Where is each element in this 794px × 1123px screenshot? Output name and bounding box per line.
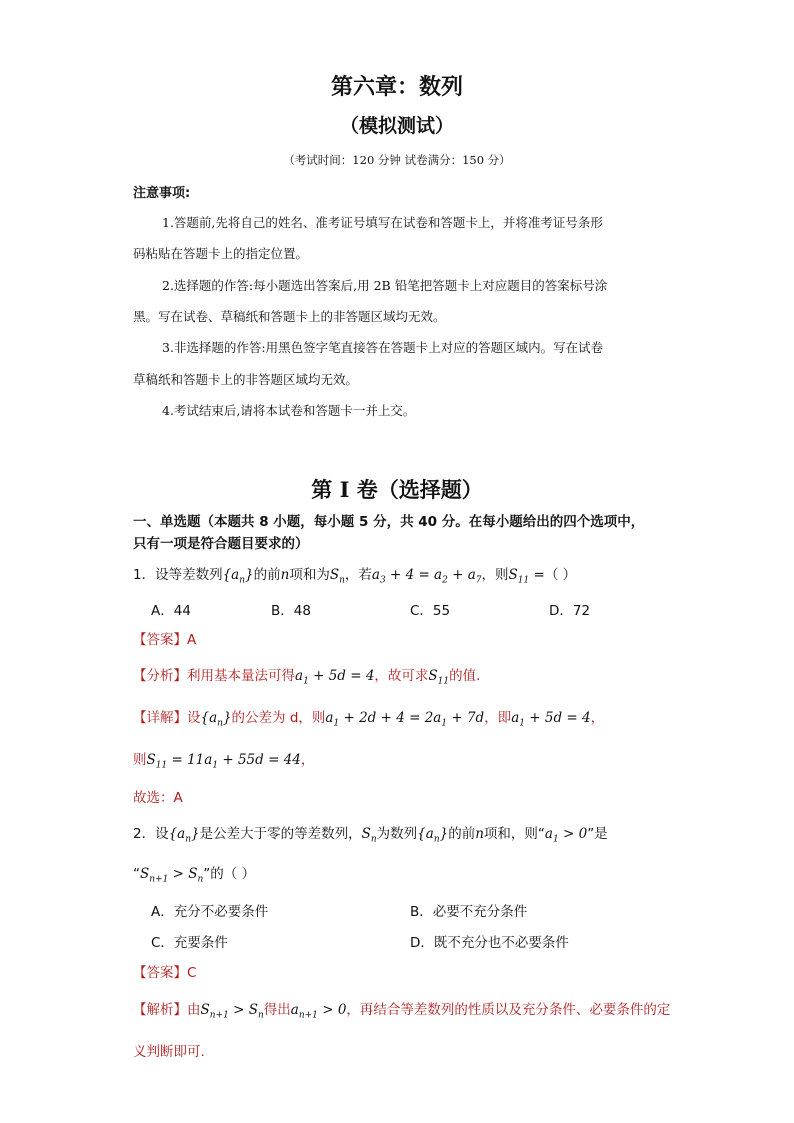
notice-item-3-line-1: 3.非选择题的作答:用黑色签字笔直接答在答题卡上对应的答题区域内。写在试卷 <box>162 340 604 355</box>
question-1-option-c[interactable]: C．55 <box>410 603 451 619</box>
question-2-analysis-line-2: 义判断即可. <box>133 1044 205 1060</box>
page-subtitle: （模拟测试） <box>339 115 454 137</box>
question-2-option-a[interactable]: A．充分不必要条件 <box>151 904 269 920</box>
question-1-option-d[interactable]: D．72 <box>549 603 591 619</box>
question-1-detail: 【详解】设$\{a_n\}$的公差为 d，则$a_1 + 2d + 4 = 2a_1 + 7d$，即$a_1 + 5d = 4$， <box>133 710 605 729</box>
notice-item-3-line-2: 草稿纸和答题卡上的非答题区域均无效。 <box>133 372 359 387</box>
question-2-analysis: 【解析】由$S_{n+1} > S_n$得出$a_{n+1} > 0$，再结合等差数列的性质以及充分条件、必要条件的定 <box>133 1002 671 1021</box>
question-2-option-d[interactable]: D．既不充分也不必要条件 <box>410 935 569 951</box>
question-2-stem: 2．设$\{a_n\}$是公差大于零的等差数列，$S_n$为数列$\{a_n\}$的前n项和，则“$a_1 > 0$”是 <box>133 826 608 845</box>
notice-item-1-line-1: 1.答题前,先将自己的姓名、准考证号填写在试卷和答题卡上，并将准考证号条形 <box>162 215 603 230</box>
question-2-stem-line-2: “$S_{n+1} > S_n$”的（ ） <box>133 866 256 885</box>
section-heading-line-2: 只有一项是符合题目要求的） <box>133 536 309 552</box>
notice-item-1-line-2: 码粘贴在答题卡上的指定位置。 <box>133 246 309 261</box>
question-1-choice: 故选：A <box>133 790 183 806</box>
exam-info: （考试时间：120 分钟 试卷满分：150 分） <box>283 153 511 167</box>
question-2-option-c[interactable]: C．充要条件 <box>151 935 228 951</box>
section-title: 第 I 卷（选择题） <box>311 477 483 502</box>
notice-heading: 注意事项: <box>133 186 191 201</box>
question-1-option-b[interactable]: B．48 <box>271 603 311 619</box>
question-1-derivation: 则$S_{11} = 11a_1 + 55d = 44$， <box>133 752 315 771</box>
question-1-answer: 【答案】A <box>133 632 197 648</box>
notice-item-2-line-1: 2.选择题的作答:每小题选出答案后,用 2B 铅笔把答题卡上对应题目的答案标号涂 <box>162 278 608 293</box>
question-1-stem: 1．设等差数列$\{a_n\}$的前n项和为$S_n$，若$a_3 + 4 = a_2 + a_7$，则$S_{11}$ =（ ） <box>133 567 577 586</box>
question-1-analysis: 【分析】利用基本量法可得$a_1 + 5d = 4$，故可求$S_{11}$的值. <box>133 668 481 687</box>
question-1-option-a[interactable]: A．44 <box>151 603 191 619</box>
section-heading-line-1: 一、单选题（本题共 8 小题，每小题 5 分，共 40 分。在每小题给出的四个选项中， <box>133 514 645 530</box>
question-2-answer: 【答案】C <box>133 965 197 981</box>
notice-item-2-line-2: 黑。写在试卷、草稿纸和答题卡上的非答题区域均无效。 <box>133 309 446 324</box>
page-title: 第六章：数列 <box>330 74 463 100</box>
question-2-option-b[interactable]: B．必要不充分条件 <box>410 904 528 920</box>
notice-item-4: 4.考试结束后,请将本试卷和答题卡一并上交。 <box>162 403 416 418</box>
